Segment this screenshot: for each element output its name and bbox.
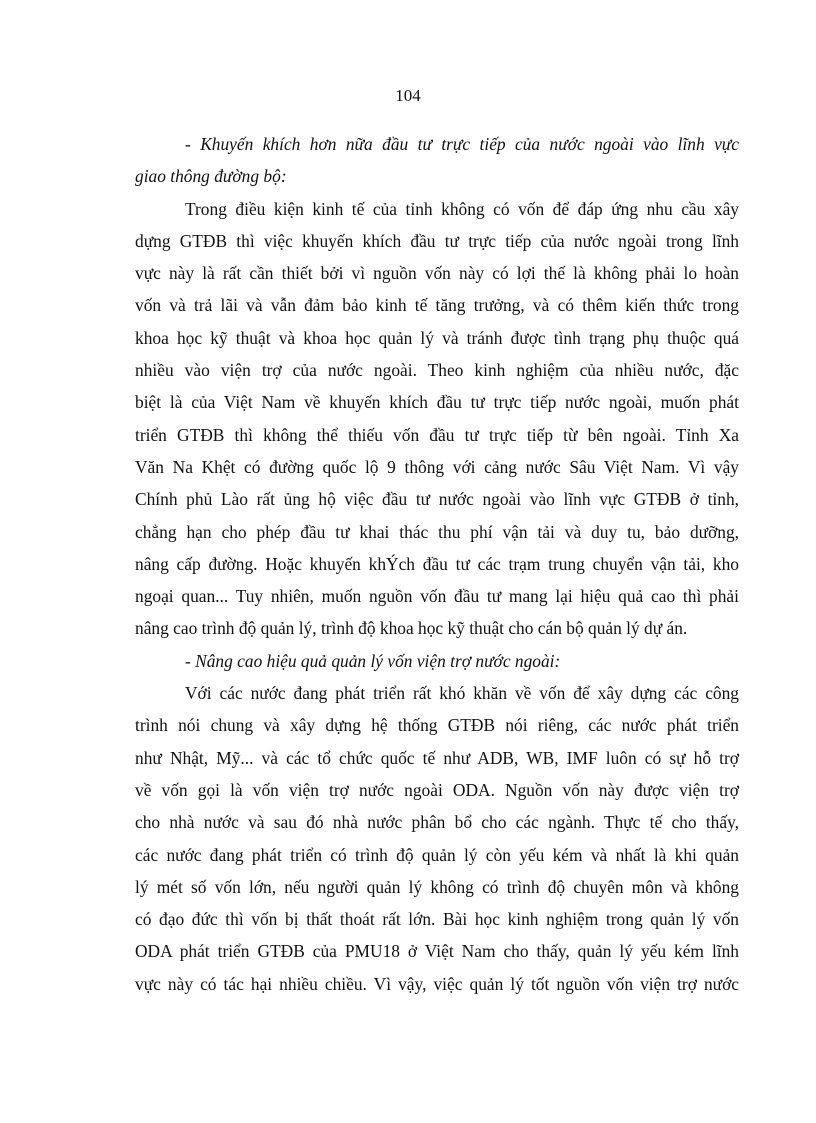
text-line: nâng cấp đường. Hoặc khuyến khÝch đầu tư các trạm trung chuyển vận tải, kho: [135, 553, 739, 574]
text-line: giao thông đường bộ:: [135, 166, 287, 187]
text-line: ngoại quan... Tuy nhiên, muốn nguồn vốn đầu tư mang lại hiệu quả cao thì phải: [135, 586, 739, 607]
text-line: vốn và trả lãi và vẫn đảm bảo kinh tế tăng trưởng, và có thêm kiến thức trong: [135, 295, 739, 316]
text-line: cho nhà nước và sau đó nhà nước phân bổ cho các ngành. Thực tế cho thấy,: [135, 812, 739, 833]
text-line: ODA phát triển GTĐB của PMU18 ở Việt Nam cho thấy, quản lý yếu kém lĩnh: [135, 941, 739, 962]
text-line: vực này là rất cần thiết bởi vì nguồn vốn này có lợi thế là không phải lo hoàn: [135, 263, 739, 284]
text-line: Văn Na Khệt có đường quốc lộ 9 thông với cảng nước Sâu Việt Nam. Vì vậy: [135, 456, 739, 477]
text-line: triển GTĐB thì không thể thiếu vốn đầu tư trực tiếp từ bên ngoài. Tỉnh Xa: [135, 424, 739, 445]
text-line: Chính phủ Lào rất ủng hộ việc đầu tư nước ngoài vào lĩnh vực GTĐB ở tỉnh,: [135, 489, 739, 510]
page-number: 104: [395, 86, 421, 105]
text-line: Với các nước đang phát triển rất khó khăn về vốn để xây dựng các công: [185, 683, 739, 704]
text-line: lý mét số vốn lớn, nếu người quản lý không có trình độ chuyên môn và không: [135, 876, 739, 897]
paragraph-heading-1: [135, 128, 739, 193]
text-line: về vốn gọi là vốn viện trợ nước ngoài ODA. Nguồn vốn này được viện trợ: [135, 779, 739, 800]
text-line: có đạo đức thì vốn bị thất thoát rất lớn. Bài học kinh nghiệm trong quản lý vốn: [135, 909, 739, 930]
document-body: [135, 128, 739, 1000]
text-line: các nước đang phát triển có trình độ quản lý còn yếu kém và nhất là khi quản: [135, 844, 739, 865]
paragraph-heading-2: [135, 645, 739, 677]
text-line: khoa học kỹ thuật và khoa học quản lý và tránh được tình trạng phụ thuộc quá: [135, 327, 739, 348]
text-line: - Nâng cao hiệu quả quản lý vốn viện trợ nước ngoài:: [185, 650, 561, 671]
text-line: biệt là của Việt Nam về khuyến khích đầu tư trực tiếp nước ngoài, muốn phát: [135, 392, 739, 413]
text-line: vực này có tác hại nhiều chiều. Vì vậy, việc quản lý tốt nguồn vốn viện trợ nước: [135, 973, 739, 994]
text-line: dựng GTĐB thì việc khuyến khích đầu tư trực tiếp của nước ngoài trong lĩnh: [135, 230, 739, 251]
text-line: nhiều vào viện trợ của nước ngoài. Theo kinh nghiệm của nhiều nước, đặc: [135, 360, 739, 381]
text-line: trình nói chung và xây dựng hệ thống GTĐB nói riêng, các nước phát triển: [135, 715, 739, 736]
text-line: chẳng hạn cho phép đầu tư khai thác thu phí vận tải và duy tu, bảo dưỡng,: [135, 521, 739, 542]
paragraph-body-2: [135, 677, 739, 1000]
text-line: Trong điều kiện kinh tế của tỉnh không có vốn để đáp ứng nhu cầu xây: [185, 198, 739, 219]
text-line: như Nhật, Mỹ... và các tổ chức quốc tế như ADB, WB, IMF luôn có sự hỗ trợ: [135, 747, 739, 768]
text-line: - Khuyến khích hơn nữa đầu tư trực tiếp của nước ngoài vào lĩnh vực: [185, 134, 739, 154]
paragraph-body-1: [135, 193, 739, 645]
text-line: nâng cao trình độ quản lý, trình độ khoa học kỹ thuật cho cán bộ quản lý dự án.: [135, 618, 688, 639]
